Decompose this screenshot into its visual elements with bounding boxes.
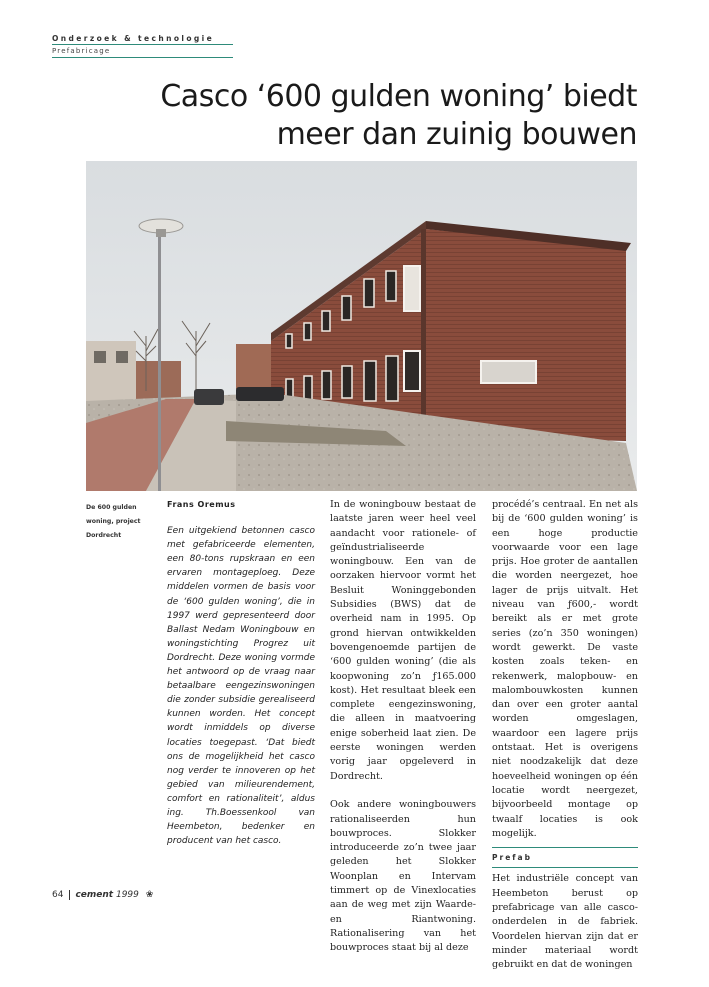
body-paragraph: In de woningbouw bestaat de laatste jaren weer heel veel aandacht voor rationele- of geïndustrialiseerde woningbouw. Een van de oorzaken hiervoor vormt het Besluit Woninggebonden Subsidies (BWS) dat de overheid nam in 1995. Op grond hiervan ontwikkelden bovengenoemde partijen de ‘600 gulden woning’ (die als koopwoning zo’n ƒ165.000 kost). Het resultaat bleek een complete eengezinswoning, die alleen in maatvoering enige soberheid laat zien. De eerste woningen werden vorig jaar opgeleverd in Dordrecht.	[330, 499, 476, 782]
author-name: Frans Oremus	[167, 500, 236, 509]
title-line-1: Casco ‘600 gulden woning’ biedt	[160, 79, 637, 114]
subheading: Prefab	[492, 847, 638, 868]
page-number: 64	[52, 890, 70, 900]
magazine-name: cement	[75, 890, 114, 900]
subsection-label: Prefabricage	[52, 47, 111, 55]
intro-column	[167, 498, 315, 848]
section-label: Onderzoek & technologie	[52, 34, 215, 43]
caption-line: De 600 gulden	[86, 504, 137, 511]
intro-text: Een uitgekiend betonnen casco met gefabriceerde elementen, een 80-tons rupskraan en een ervaren montageploeg. Deze middelen vormen de basis voor de ‘600 gulden woning’, die in 1997 werd gepresenteerd door Ballast Nedam Woningbouw en woningstichting Progrez uit Dordrecht. Deze woning vormde het antwoord op de vraag naar betaalbare eengezinswoningen die zonder subsidie gerealiseerd kunnen worden. Het concept wordt inmiddels op diverse locaties toegepast. ‘Dat biedt ons de mogelijkheid het casco nog verder te innoveren op het gebied van milieurendement, comfort en rationaliteit’, aldus ing. Th.Boessenkool van Heembeton, bedenker en producent van het casco.	[167, 526, 315, 847]
photo-row-houses	[86, 161, 637, 491]
caption-line: woning, project	[86, 518, 141, 525]
body-paragraph: Ook andere woningbouwers rationaliseerden hun bouwproces. Slokker introduceerde zo’n twee jaar geleden het Slokker Woonplan en Intervam timmert op de Vinexlocaties aan de weg met zijn Waarde- en Riantwoning. Rationalisering van het bouwproces staat bij al deze	[330, 799, 476, 954]
page-footer	[52, 890, 153, 900]
title-line-2: meer dan zuinig bouwen	[276, 117, 637, 152]
magazine-year: 1999	[115, 890, 139, 900]
flower-icon: ❀	[145, 890, 154, 900]
body-paragraph: procédé’s centraal. En net als bij de ‘600 gulden woning’ is een hoge productie voorwaarde voor een lage prijs. Hoe groter de aantallen die worden neergezet, hoe lager de prijs uitvalt. Het niveau van ƒ600,- wordt bereikt als er met grote series (zo’n 350 woningen) wordt gewerkt. De vaste kosten zoals teken- en rekenwerk, malopbouw- en malombouwkosten kunnen dan over een groter aantal worden omgeslagen, waardoor een lagere prijs ontstaat. Het is overigens niet noodzakelijk dat deze hoeveelheid woningen op één locatie wordt neergezet, bijvoorbeeld montage op twaalf locaties is ook mogelijk.	[492, 499, 638, 839]
body-paragraph: Het industriële concept van Heembeton berust op prefabricage van alle casco-onderdelen in de fabriek. Voordelen hiervan zijn dat er minder materiaal wordt gebruikt en dat de woningen	[492, 873, 638, 971]
header-rule	[52, 57, 233, 58]
photo-caption	[86, 501, 156, 543]
body-column-2	[492, 498, 638, 987]
article-title	[117, 78, 637, 154]
header-rule	[52, 44, 233, 45]
body-column-1	[330, 498, 476, 970]
caption-line: Dordrecht	[86, 532, 122, 539]
article-photo	[86, 161, 637, 491]
